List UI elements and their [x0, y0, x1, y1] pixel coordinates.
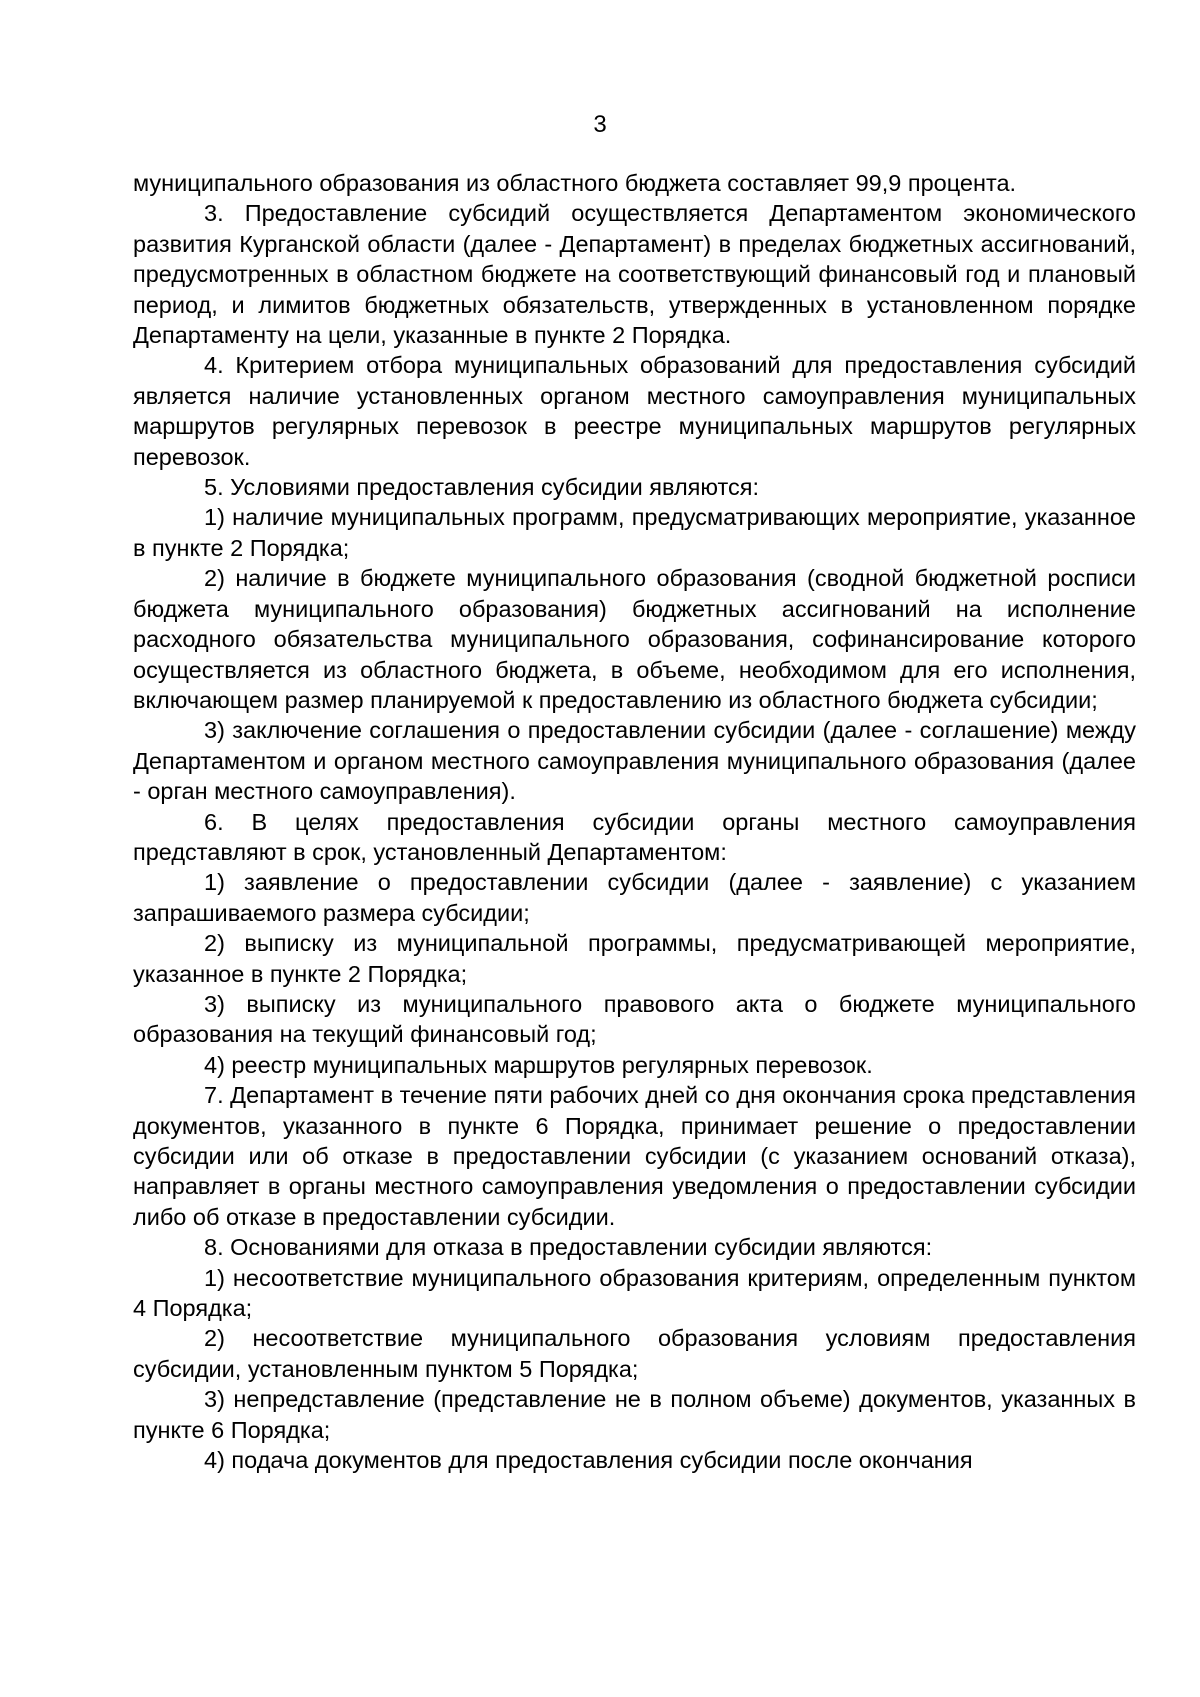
- subitem-6-1: 1) заявление о предоставлении субсидии (далее - заявление) с указанием запрашиваемого размера субсидии;: [133, 869, 1136, 926]
- page-number: 3: [593, 111, 607, 138]
- paragraph-item-6: 6. В целях предоставления субсидии органы местного самоуправления представляют в срок, установленный Департаментом:: [133, 808, 1136, 865]
- subitem-5-3: 3) заключение соглашения о предоставлении субсидии (далее - соглашение) между Департаментом и органом местного самоуправления муниципального образования (далее - орган местного самоуправления).: [133, 717, 1136, 805]
- subitem-8-2: 2) несоответствие муниципального образования условиям предоставления субсидии, установленным пунктом 5 Порядка;: [133, 1325, 1136, 1382]
- subitem-6-4: 4) реестр муниципальных маршрутов регулярных перевозок.: [204, 1051, 873, 1078]
- subitem-5-2: 2) наличие в бюджете муниципального образования (сводной бюджетной росписи бюджета муниципального образования) бюджетных ассигнований на исполнение расходного обязательства муниципального образования, софинансирование которого осуществляется из областного бюджета, в объеме, необходимом для его исполнения, включающем размер планируемой к предоставлению из областного бюджета субсидии;: [133, 565, 1136, 713]
- paragraph-item-8: 8. Основаниями для отказа в предоставлении субсидии являются:: [204, 1234, 933, 1261]
- subitem-6-3: 3) выписку из муниципального правового акта о бюджете муниципального образования на текущий финансовый год;: [133, 990, 1136, 1048]
- paragraph-continuation: муниципального образования из областного бюджета составляет 99,9 процента.: [133, 170, 1017, 196]
- subitem-8-4: 4) подача документов для предоставления субсидии после окончания: [204, 1447, 973, 1474]
- document-body: [133, 168, 1136, 1475]
- paragraph-item-4: 4. Критерием отбора муниципальных образований для предоставления субсидий является наличие установленных органом местного самоуправления муниципальных маршрутов регулярных перевозок в реестре муниципальных маршрутов регулярных перевозок.: [133, 352, 1136, 470]
- paragraph-item-5: 5. Условиями предоставления субсидии являются:: [204, 474, 760, 501]
- subitem-8-3: 3) непредставление (представление не в полном объеме) документов, указанных в пункте 6 Порядка;: [133, 1386, 1136, 1443]
- paragraph-item-3: 3. Предоставление субсидий осуществляется Департаментом экономического развития Курганской области (далее - Департамент) в пределах бюджетных ассигнований, предусмотренных в областном бюджете на соответствующий финансовый год и плановый период, и лимитов бюджетных обязательств, утвержденных в установленном порядке Департаменту на цели, указанные в пункте 2 Порядка.: [133, 200, 1136, 349]
- subitem-5-1: 1) наличие муниципальных программ, предусматривающих мероприятие, указанное в пункте 2 Порядка;: [133, 504, 1136, 561]
- subitem-6-2: 2) выписку из муниципальной программы, предусматривающей мероприятие, указанное в пункте 2 Порядка;: [133, 930, 1136, 987]
- subitem-8-1: 1) несоответствие муниципального образования критериям, определенным пунктом 4 Порядка;: [133, 1264, 1136, 1322]
- paragraph-item-7: 7. Департамент в течение пяти рабочих дней со дня окончания срока представления документов, указанного в пункте 6 Порядка, принимает решение о предоставлении субсидии или об отказе в предоставлении субсидии (с указанием оснований отказа), направляет в органы местного самоуправления уведомления о предоставлении субсидии либо об отказе в предоставлении субсидии.: [133, 1082, 1136, 1230]
